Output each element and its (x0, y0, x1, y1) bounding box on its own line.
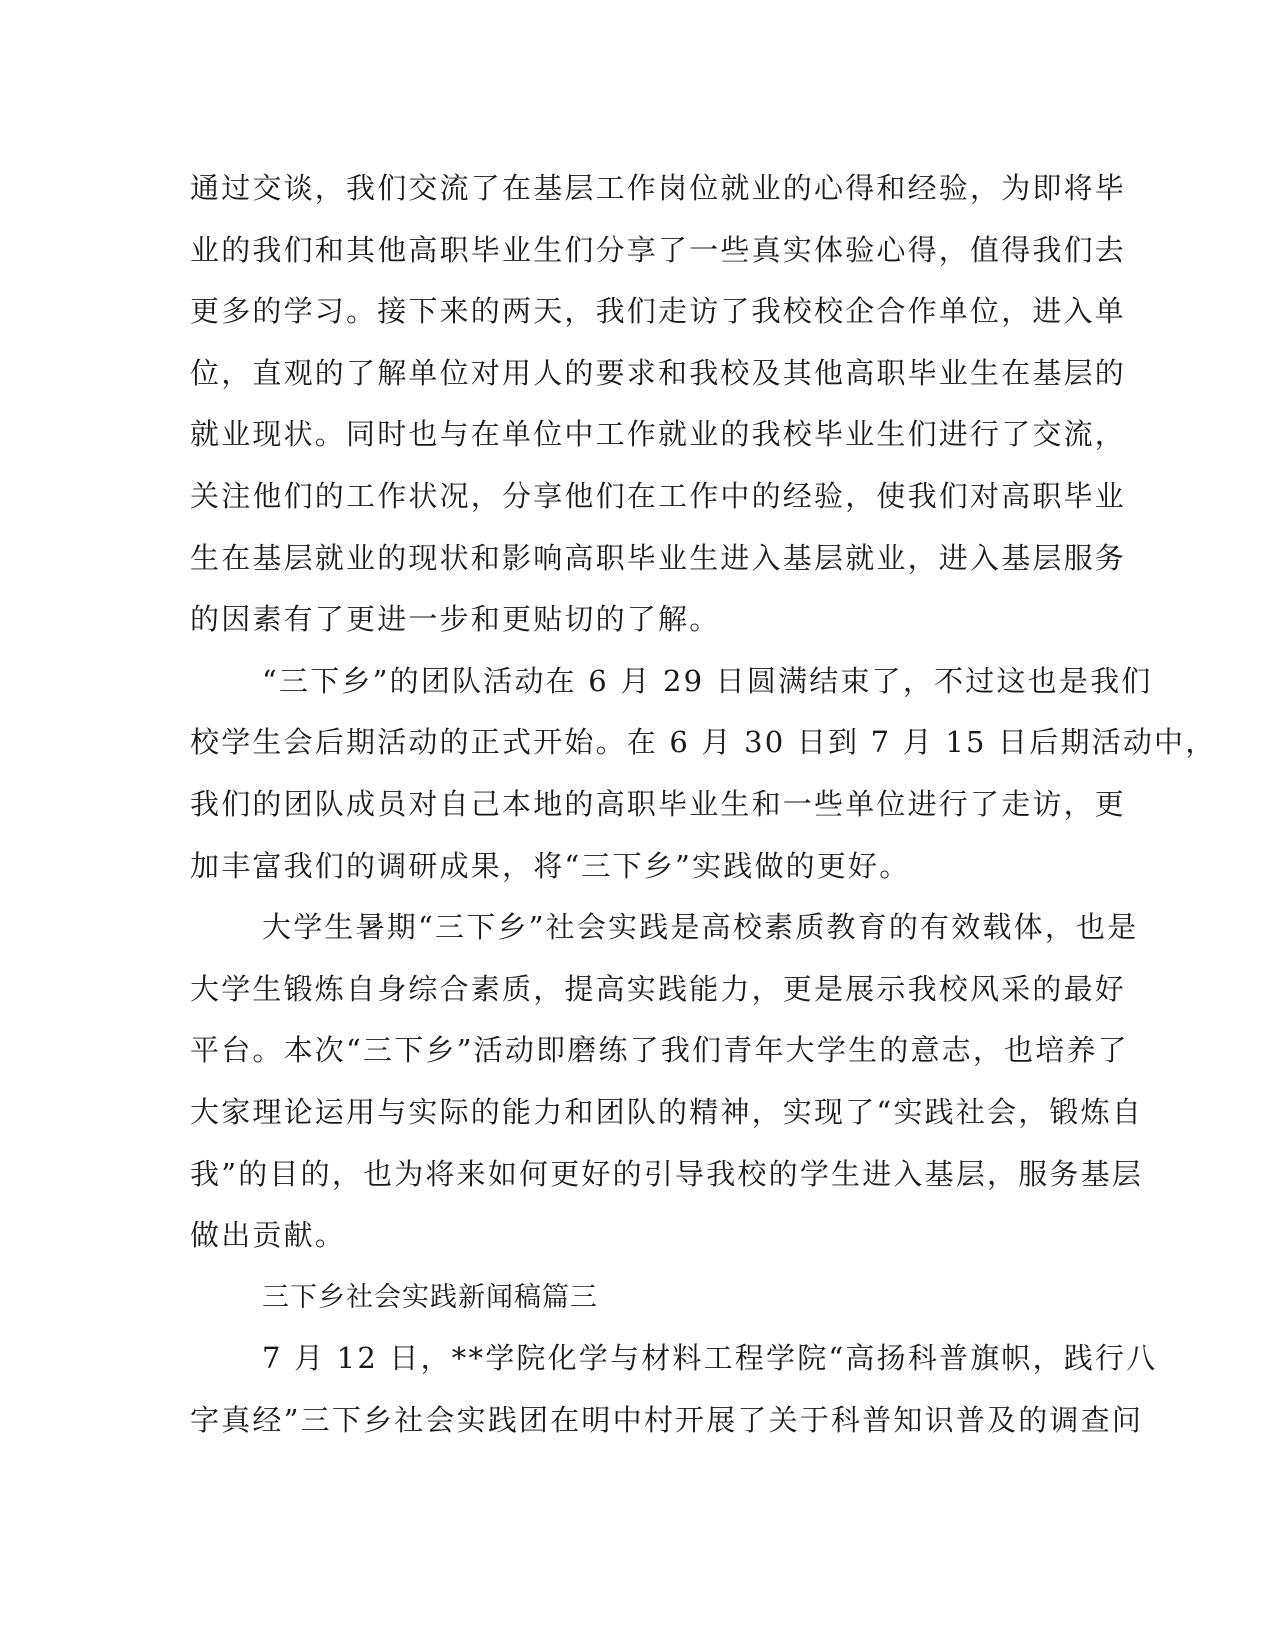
text-line: 大学生锻炼自身综合素质，提高实践能力，更是展示我校风采的最好 (190, 971, 1127, 1006)
section-heading: 三下乡社会实践新闻稿篇三 (262, 1281, 598, 1313)
paragraph-start-line: “三下乡”的团队活动在 6 月 29 日圆满结束了，不过这也是我们 (262, 663, 1153, 698)
text-line: 我”的目的，也为将来如何更好的引导我校的学生进入基层，服务基层 (190, 1156, 1144, 1191)
text-line: 字真经”三下乡社会实践团在明中村开展了关于科普知识普及的调查问 (190, 1402, 1144, 1437)
text-line: 的因素有了更进一步和更贴切的了解。 (190, 602, 721, 637)
text-line: 位，直观的了解单位对用人的要求和我校及其他高职毕业生在基层的 (190, 355, 1127, 390)
text-line: 校学生会后期活动的正式开始。在 6 月 30 日到 7 月 15 日后期活动中， (190, 725, 1217, 760)
text-line: 我们的团队成员对自己本地的高职毕业生和一些单位进行了走访，更 (190, 786, 1127, 821)
text-line: 就业现状。同时也与在单位中工作就业的我校毕业生们进行了交流， (190, 417, 1127, 452)
document-body (190, 158, 1217, 1451)
text-line: 大家理论运用与实际的能力和团队的精神，实现了“实践社会，锻炼自 (190, 1094, 1144, 1129)
text-line: 通过交谈，我们交流了在基层工作岗位就业的心得和经验，为即将毕 (190, 171, 1127, 205)
text-line: 做出贡献。 (190, 1218, 347, 1253)
text-line: 关注他们的工作状况，分享他们在工作中的经验，使我们对高职毕业 (190, 478, 1127, 513)
text-line: 生在基层就业的现状和影响高职毕业生进入基层就业，进入基层服务 (190, 540, 1127, 575)
paragraph-start-line: 7 月 12 日，**学院化学与材料工程学院“高扬科普旗帜，践行八 (262, 1341, 1158, 1376)
text-line: 加丰富我们的调研成果，将“三下乡”实践做的更好。 (190, 848, 911, 883)
paragraph-start-line: 大学生暑期“三下乡”社会实践是高校素质教育的有效载体，也是 (262, 910, 1139, 945)
text-line: 业的我们和其他高职毕业生们分享了一些真实体验心得，值得我们去 (190, 232, 1127, 267)
text-line: 平台。本次“三下乡”活动即磨练了我们青年大学生的意志，也培养了 (190, 1033, 1129, 1068)
text-line: 更多的学习。接下来的两天，我们走访了我校校企合作单位，进入单 (190, 294, 1127, 329)
